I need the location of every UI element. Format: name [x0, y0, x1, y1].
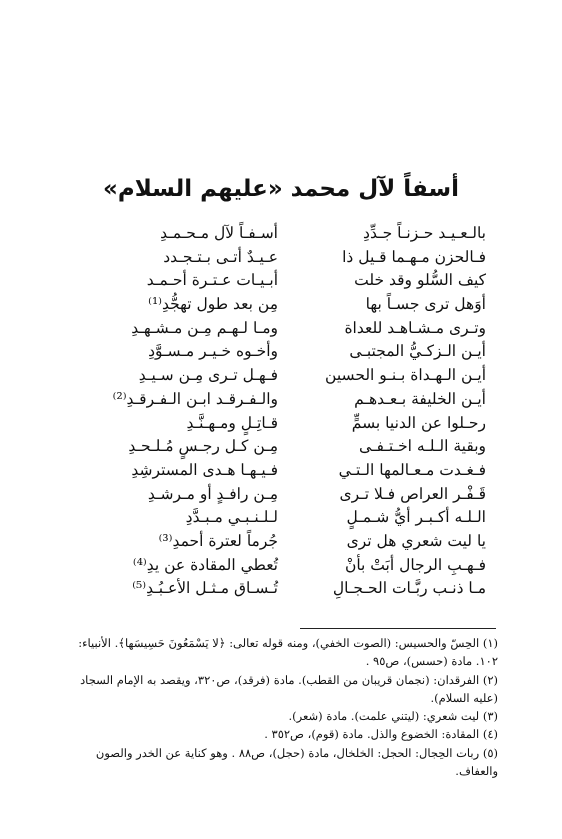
- poem-body: [86, 222, 486, 601]
- verse-second-hemistich: والـفـرقـد ابـن الـفـرقـدِ⁽²⁾: [112, 389, 278, 408]
- verse: [86, 435, 486, 459]
- verse: [86, 364, 486, 388]
- verse-first-hemistich: فـالحزن مـهـما قـيل ذا: [342, 247, 486, 266]
- verse: [86, 459, 486, 483]
- verse-first-hemistich: أيـن الـزكـيُّ المجتبـى: [349, 342, 486, 361]
- footnote-item: (٥) ربات الحِجال: الحجل: الخلخال، مادة (حجل)، ص٨٨ . وهو كناية عن الخدر والصون والعفاف.: [95, 745, 498, 779]
- verse-first-hemistich: وبقية الـلـه اخـتـفـى: [359, 437, 486, 456]
- verse-second-hemistich: تُعطي المقادة عن يدِ⁽⁴⁾: [132, 555, 278, 574]
- verse-first-hemistich: فـهـبِ الرجال أبَتْ بأنْ: [344, 555, 486, 574]
- verse: [86, 340, 486, 364]
- verse: [86, 293, 486, 317]
- verse-first-hemistich: الـلـه أكـبـر أيُّ شـمـلٍ: [346, 508, 486, 527]
- verse-first-hemistich: أيـن الـهـداة بـنـو الحسين: [325, 366, 486, 385]
- verse-first-hemistich: وتـرى مـشـاهـد للعداة: [344, 318, 486, 337]
- footnote-item: (١) الحِسّ والحسيس: (الصوت الخفي)، ومنه قوله تعالى: ﴿لا يَسْمَعُونَ حَسِيسَها﴾. الأنبياء: ١٠٢. مادة (حسس)، ص٩٥ .: [78, 636, 498, 669]
- verse-second-hemistich: لـلـنـبـي مـبـدَّدِ: [185, 508, 278, 527]
- verse-first-hemistich: فـغـدت مـعـالمها الـتـي: [338, 460, 486, 479]
- verse-second-hemistich: جُرماً لعترة أحمدِ⁽³⁾: [158, 531, 278, 550]
- verse-second-hemistich: ومـا لـهـم مِـن مـشـهـدِ: [131, 318, 278, 337]
- verse-second-hemistich: عـيـدٌ أتـى بـتـجـدد: [163, 247, 278, 266]
- verse-first-hemistich: بالـعـيـد حـزنـاً جـدِّدِ: [363, 224, 486, 242]
- verse-first-hemistich: يا ليت شعري هل ترى: [346, 531, 486, 550]
- verse-first-hemistich: أيـن الخليفة بـعـدهـم: [354, 389, 486, 408]
- verse: [86, 554, 486, 578]
- verse-first-hemistich: كيف السُّلو وقد خلت: [354, 271, 486, 290]
- verse: [86, 530, 486, 554]
- verse-second-hemistich: تُـسـاق مـثـل الأعـبُـدِ⁽⁵⁾: [132, 579, 278, 598]
- verse: [86, 412, 486, 436]
- poem-title: أسفاً لآل محمد «عليهم السلام»: [103, 176, 459, 202]
- verse-first-hemistich: أوَهل ترى جسـاً بها: [365, 295, 486, 314]
- verse-second-hemistich: فـهـل تـرى مِـن سـيـدِ: [138, 366, 278, 385]
- footnotes: [66, 634, 498, 780]
- verse: [86, 483, 486, 507]
- verse-second-hemistich: فـيـهـا هـدى المسترشِدِ: [131, 460, 278, 479]
- verse-second-hemistich: مِن بعد طول تهجُّدِ⁽¹⁾: [148, 295, 278, 314]
- footnote-item: (٢) الفرقدان: (نجمان قريبان من القطب). مادة (فرقد)، ص٣٢٠، ويقصد به الإمام السجاد (عليه السلام).: [80, 672, 498, 705]
- verse-second-hemistich: وأخـوه خـيـر مـسـوَّدِ: [148, 342, 278, 361]
- verse-second-hemistich: أبـيـات عـتـرة أحـمـد: [146, 271, 278, 290]
- verse-second-hemistich: مِـن كـل رجـسٍ مُـلـحـدِ: [128, 437, 278, 456]
- footnote-separator: [300, 628, 496, 629]
- verse-first-hemistich: قَـفْـر العراص فـلا تـرى: [339, 484, 486, 503]
- verse-first-hemistich: رحـلوا عن الدنيا بسمٍّ: [351, 413, 486, 432]
- verse-first-hemistich: مـا ذنـب ربَّـات الحـجـالِ: [332, 579, 486, 598]
- verse: [86, 317, 486, 341]
- verse: [86, 269, 486, 293]
- verse-second-hemistich: مِـن رافـدٍ أو مـرشـدِ: [147, 484, 278, 503]
- verse: [86, 246, 486, 270]
- verse-second-hemistich: قـاتِـلٍ ومـهـنَّـدِ: [186, 413, 278, 432]
- footnote-item: (٤) المقادة: الخضوع والذل. مادة (قوم)، ص٣٥٢ .: [264, 727, 498, 742]
- verse: [86, 577, 486, 601]
- verse: [86, 506, 486, 530]
- verse: [86, 222, 486, 246]
- footnote-item: (٣) ليت شعري: (ليتني علمت). مادة (شعر).: [288, 709, 498, 724]
- verse-second-hemistich: أسـفـاً لآل مـحـمـدِ: [160, 224, 278, 242]
- verse: [86, 388, 486, 412]
